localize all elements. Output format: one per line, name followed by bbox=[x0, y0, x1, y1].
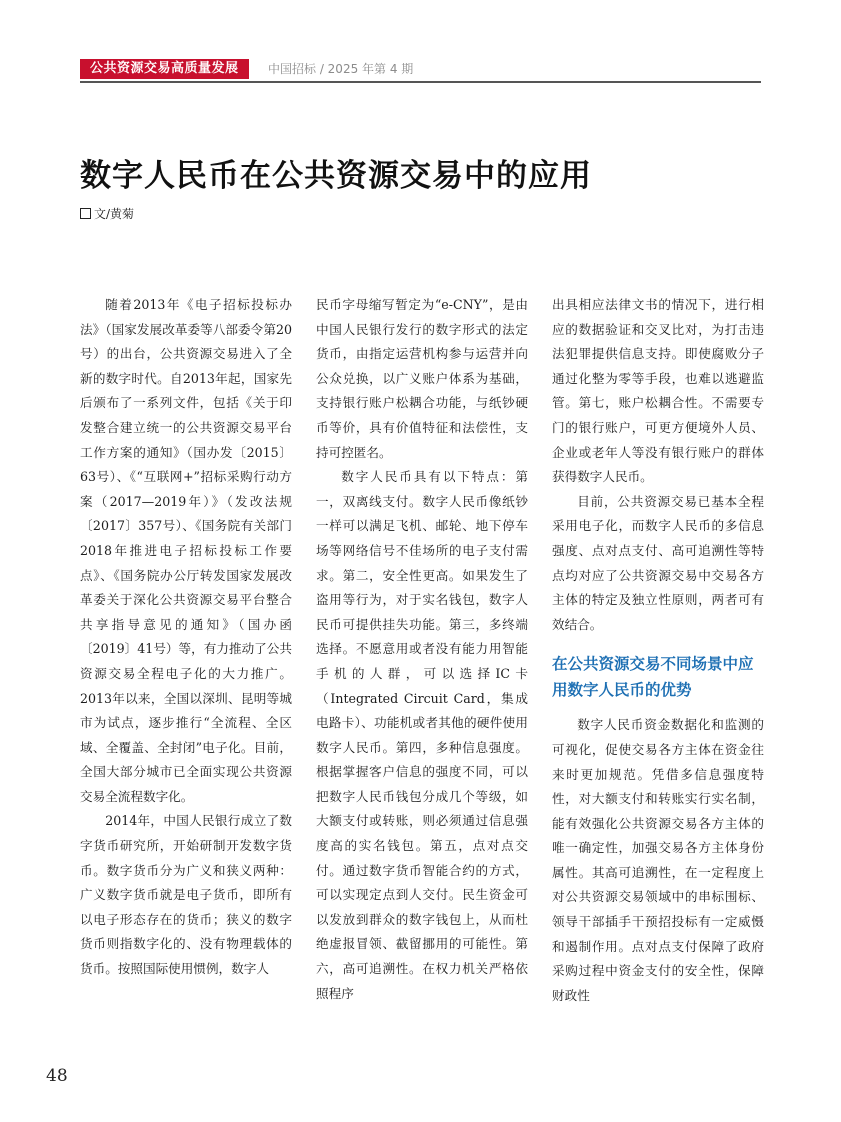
column-3 bbox=[552, 293, 764, 1008]
paragraph: 数字人民币资金数据化和监测的可视化，促使交易各方主体在资金往来时更加规范。凭借多信息强度特性，对大额支付和转账实行实名制，能有效强化公共资源交易各方主体的唯一确定性，加强交易各方主体身份属性。其高可追溯性，在一定程度上对公共资源交易领域中的串标围标、领导干部插手干预招投标有一定威慑和遏制作用。点对点支付保障了政府采购过程中资金支付的安全性，保障财政性 bbox=[552, 717, 764, 1003]
page-number: 48 bbox=[46, 1066, 68, 1086]
header-rule bbox=[80, 81, 761, 83]
paragraph: 2014年，中国人民银行成立了数字货币研究所，开始研制开发数字货币。数字货币分为广义和狭义两种：广义数字货币就是电子货币，即所有以电子形态存在的货币；狭义的数字货币则指数字化的、没有物理载体的货币。按照国际使用惯例，数字人 bbox=[80, 813, 292, 977]
byline-box-icon bbox=[80, 208, 91, 219]
section-tag: 公共资源交易高质量发展 bbox=[80, 59, 249, 79]
running-header bbox=[80, 59, 761, 83]
column-1 bbox=[80, 293, 292, 982]
section-heading: 在公共资源交易不同场景中应用数字人民币的优势 bbox=[552, 655, 754, 700]
column-2 bbox=[316, 293, 528, 1006]
paragraph: 数字人民币具有以下特点：第一，双离线支付。数字人民币像纸钞一样可以满足飞机、邮轮、地下停车场等网络信号不佳场所的电子支付需求。第二，安全性更高。如果发生了盗用等行为，对于实名钱包，数字人民币可提供挂失功能。第三，多终端选择。不愿意用或者没有能力用智能手机的人群，可以选择IC卡（Integrated Circuit Card，集成电路卡）、功能机或者其他的硬件使用数字人民币。第四，多种信息强度。根据掌握客户信息的强度不同，可以把数字人民币钱包分成几个等级，如大额支付或转账，则必须通过信息强度高的实名钱包。第五，点对点交付。通过数字货币智能合约的方式，可以实现定点到人交付。民生资金可以发放到群众的数字钱包上，从而杜绝虚报冒领、截留挪用的可能性。第六，高可追溯性。在权力机关严格依照程序 bbox=[316, 469, 528, 1001]
article-title: 数字人民币在公共资源交易中的应用 bbox=[80, 158, 592, 194]
paragraph: 目前，公共资源交易已基本全程采用电子化，而数字人民币的多信息强度、点对点支付、高可追溯性等特点均对应了公共资源交易中交易各方主体的特定及独立性原则，两者可有效结合。 bbox=[552, 493, 764, 632]
paragraph: 出具相应法律文书的情况下，进行相应的数据验证和交叉比对，为打击违法犯罪提供信息支持。即使腐败分子通过化整为零等手段，也难以逃避监管。第七，账户松耦合性。不需要专门的银行账户，可更方便境外人员、企业或老年人等没有银行账户的群体获得数字人民币。 bbox=[552, 297, 764, 485]
paragraph: 民币字母缩写暂定为“e-CNY”，是由中国人民银行发行的数字形式的法定货币，由指定运营机构参与运营并向公众兑换，以广义账户体系为基础，支持银行账户松耦合功能，与纸钞硬币等价，具有价值特征和法偿性，支持可控匿名。 bbox=[316, 297, 528, 460]
byline bbox=[80, 205, 134, 222]
author: 文/黄菊 bbox=[94, 207, 135, 221]
journal-issue: 中国招标 / 2025 年第 4 期 bbox=[268, 62, 414, 76]
paragraph: 随着2013年《电子招标投标办法》（国家发展改革委等八部委令第20号）的出台，公共资源交易进入了全新的数字时代。自2013年起，国家先后颁布了一系列文件，包括《关于印发整合建立统一的公共资源交易平台工作方案的通知》（国办发〔2015〕63号）、《“互联网+”招标采购行动方案（2017—2019年）》（发改法规〔2017〕357号）、《国务院有关部门2018年推进电子招标投标工作要点》、《国务院办公厅转发国家发展改革委关于深化公共资源交易平台整合共享指导意见的通知》（国办函〔2019〕41号）等，有力推动了公共资源交易全程电子化的大力推广。2013年以来，全国以深圳、昆明等城市为试点，逐步推行“全流程、全区域、全覆盖、全封闭”电子化。目前，全国大部分城市已全面实现公共资源交易全流程数字化。 bbox=[80, 297, 292, 804]
